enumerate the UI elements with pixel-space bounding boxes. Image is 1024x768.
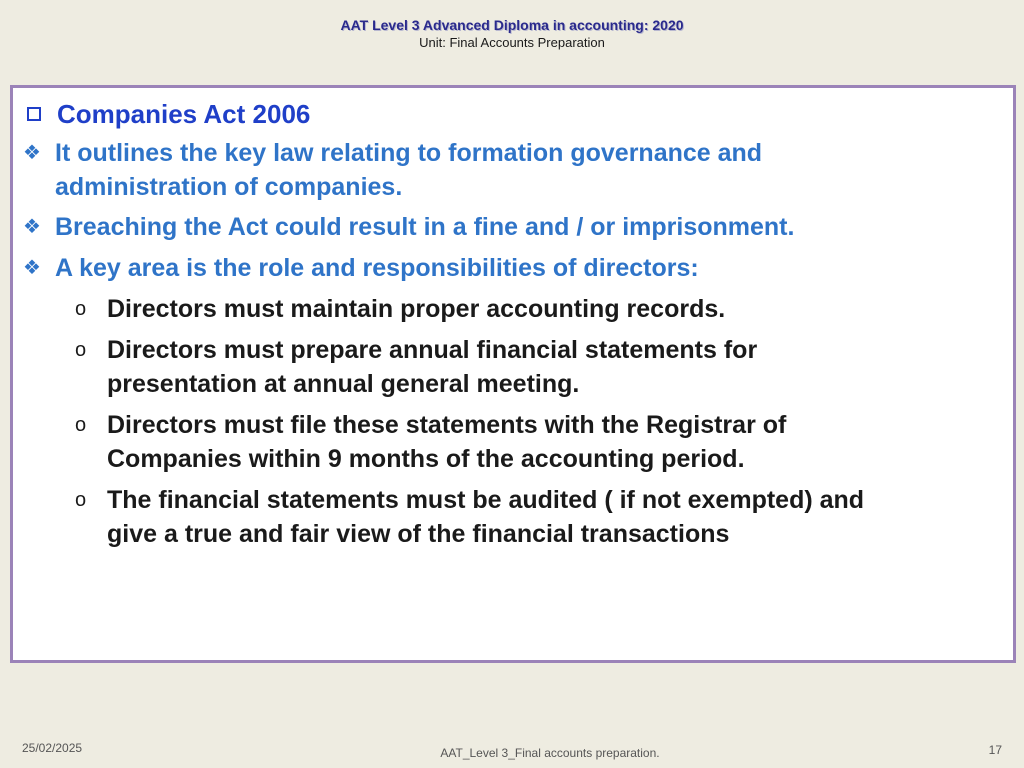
diamond-icon: ❖ — [23, 142, 41, 164]
sub-bullet-item — [75, 333, 987, 401]
footer-date: 25/02/2025 — [22, 741, 83, 755]
content-box — [10, 85, 1016, 663]
diamond-icon: ❖ — [23, 257, 41, 279]
section-heading — [23, 96, 310, 132]
sub-bullet-line: give a true and fair view of the financial transactions — [107, 520, 730, 548]
sub-bullet-text — [107, 292, 987, 326]
section-heading-text: Companies Act 2006 — [57, 98, 311, 129]
sub-bullet-text — [107, 483, 987, 551]
bullet-text — [55, 210, 975, 244]
sub-bullet-line: The financial statements must be audited ( if not exempted) and — [107, 486, 865, 514]
bullet-line: administration of companies. — [55, 173, 403, 201]
bullet-text — [55, 251, 975, 285]
bullet-item — [23, 136, 975, 204]
footer-title: AAT_Level 3_Final accounts preparation. — [440, 746, 660, 760]
sub-bullet-item — [75, 408, 987, 476]
sub-bullet-item — [75, 483, 987, 551]
circle-icon: o — [75, 414, 87, 436]
sub-bullet-line: Companies within 9 months of the accounting period. — [107, 445, 745, 473]
bullet-text — [55, 136, 975, 204]
diamond-icon: ❖ — [23, 216, 41, 238]
sub-bullet-line: Directors must maintain proper accounting records. — [107, 295, 726, 323]
slide-title: AAT Level 3 Advanced Diploma in accounting: 2020 — [340, 17, 684, 33]
slide-header — [0, 16, 1024, 52]
bullet-item — [23, 251, 975, 285]
sub-bullet-line: Directors must prepare annual financial statements for — [107, 336, 758, 364]
bullet-line: Breaching the Act could result in a fine and / or imprisonment. — [55, 213, 795, 241]
bullet-line: It outlines the key law relating to formation governance and — [55, 139, 763, 167]
sub-bullet-item — [75, 292, 987, 326]
sub-bullet-line: Directors must file these statements with the Registrar of — [107, 411, 787, 439]
circle-icon: o — [75, 298, 87, 320]
sub-bullet-text — [107, 408, 987, 476]
sub-bullet-text — [107, 333, 987, 401]
page-number: 17 — [988, 743, 1002, 757]
circle-icon: o — [75, 339, 87, 361]
slide-subtitle: Unit: Final Accounts Preparation — [419, 35, 605, 50]
bullet-line: A key area is the role and responsibilities of directors: — [55, 254, 699, 282]
bullet-item — [23, 210, 975, 244]
circle-icon: o — [75, 489, 87, 511]
sub-bullet-line: presentation at annual general meeting. — [107, 370, 580, 398]
checkbox-icon — [27, 107, 41, 121]
